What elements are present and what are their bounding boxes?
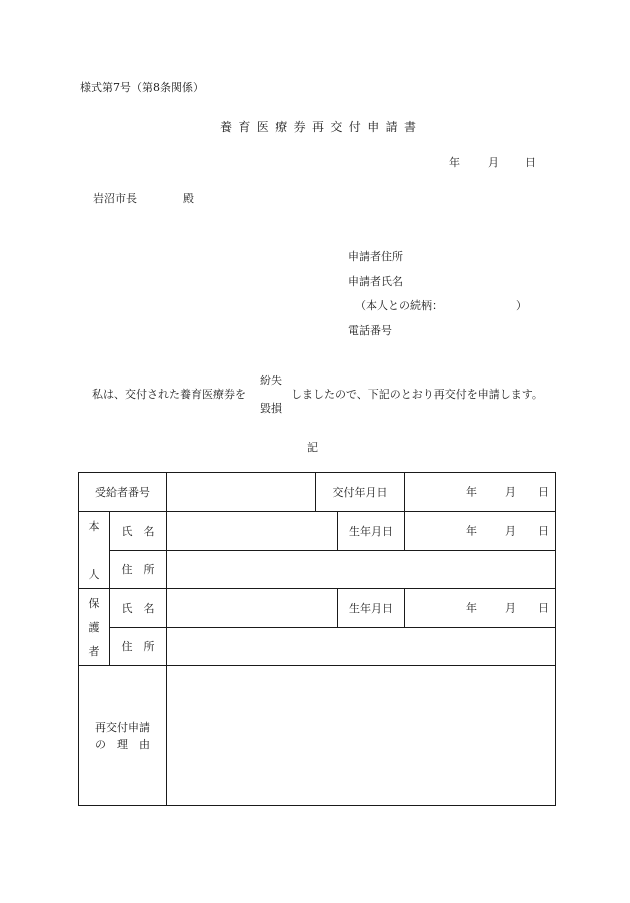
guardian-name-label: 氏 名 [110,589,167,628]
person-birth-year-label: 年 [466,524,477,538]
statement-before: 私は、交付された養育医療券を [92,388,246,401]
guardian-char-2: 護 [88,621,100,634]
applicant-address-label: 申請者住所 [348,250,403,263]
guardian-address-field[interactable] [167,628,556,666]
guardian-birth-date-field[interactable] [405,589,556,628]
person-name-field[interactable] [167,512,338,551]
person-side-label [79,512,110,589]
guardian-char-3: 者 [88,645,100,658]
phone-label: 電話番号 [348,324,392,337]
guardian-birth-date-label: 生年月日 [338,589,405,628]
issue-day-label: 日 [538,485,549,499]
guardian-address-label: 住 所 [110,628,167,666]
addressee-honorific: 殿 [183,192,194,205]
person-birth-date-field[interactable] [405,512,556,551]
issue-month-label: 月 [505,485,516,499]
recipient-number-field[interactable] [167,473,316,512]
applicant-name-label: 申請者氏名 [348,275,403,288]
reason-label-line1: 再交付申請 [95,720,150,734]
issue-year-label: 年 [466,485,477,499]
reason-row [79,666,556,806]
guardian-char-1: 保 [88,597,100,610]
option-lost: 紛失 [260,374,282,387]
form-number: 様式第7号（第8条関係） [80,81,204,94]
reason-label [79,666,167,806]
guardian-name-row [79,589,556,628]
relationship-label: （本人との続柄： [355,299,443,312]
relationship-close: ） [516,299,527,312]
recipient-row [79,473,556,512]
statement-after: しましたので、下記のとおり再交付を申請します。 [291,388,543,401]
guardian-birth-day-label: 日 [538,601,549,615]
person-address-row [79,551,556,589]
person-name-label: 氏 名 [110,512,167,551]
application-table [78,472,556,806]
guardian-side-label [79,589,110,666]
guardian-name-field[interactable] [167,589,338,628]
guardian-address-row [79,628,556,666]
recipient-number-label: 受給者番号 [79,473,167,512]
option-damaged: 毀損 [260,402,282,415]
person-address-field[interactable] [167,551,556,589]
addressee: 岩沼市長 [93,192,137,205]
person-address-label: 住 所 [110,551,167,589]
date-year-label: 年 [449,156,460,169]
date-month-label: 月 [488,156,499,169]
person-birth-day-label: 日 [538,524,549,538]
guardian-birth-year-label: 年 [466,601,477,615]
reason-field[interactable] [167,666,556,806]
guardian-birth-month-label: 月 [505,601,516,615]
issue-date-field[interactable] [405,473,556,512]
person-name-row [79,512,556,551]
person-birth-month-label: 月 [505,524,516,538]
person-char-2: 人 [88,568,100,581]
reason-label-line2: の 理 由 [95,737,150,751]
person-char-1: 本 [88,520,100,533]
date-day-label: 日 [525,156,536,169]
ki-heading: 記 [307,441,318,454]
issue-date-label: 交付年月日 [316,473,405,512]
person-birth-date-label: 生年月日 [338,512,405,551]
form-title: 養育医療券再交付申請書 [220,120,423,134]
